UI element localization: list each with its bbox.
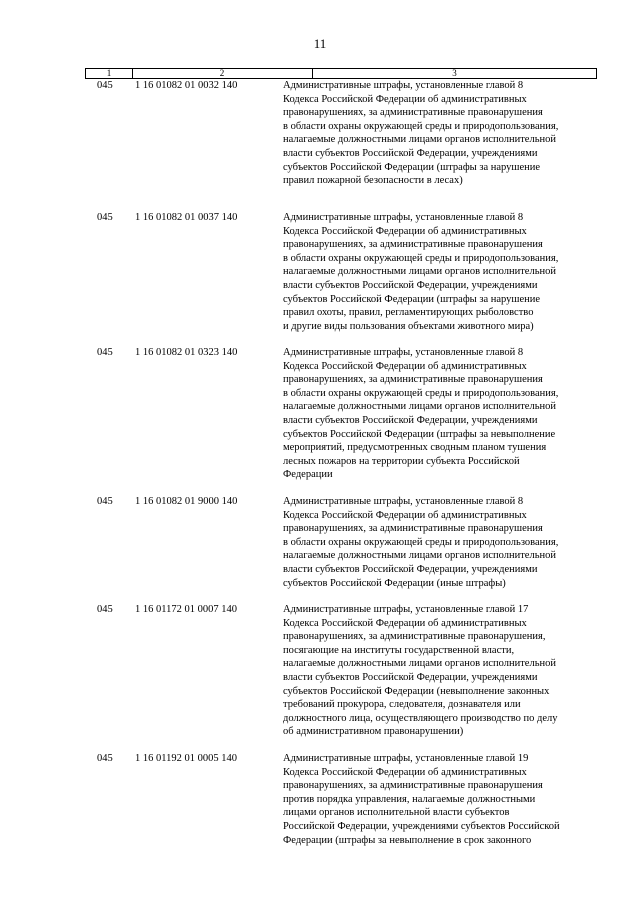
row-description: Административные штрафы, установленные главой 8 Кодекса Российской Федерации об административных правонарушениях, за административные правонарушения в области охраны окружающей среды и природопользования, налагаемые должностными лицами органов исполнительной власти субъектов Российской Федерации, учреждениями субъектов Российской Федерации (иные штрафы) bbox=[283, 496, 559, 589]
kbk-code: 1 16 01082 01 0323 140 bbox=[135, 347, 238, 358]
admin-code: 045 bbox=[97, 347, 113, 358]
column-header-2: 2 bbox=[132, 69, 313, 78]
row-description: Административные штрафы, установленные главой 8 Кодекса Российской Федерации об административных правонарушениях, за административные правонарушения в области охраны окружающей среды и природопользования, налагаемые должностными лицами органов исполнительной власти субъектов Российской Федерации, учреждениями субъектов Российской Федерации (штрафы за нарушение правил пожарной безопасности в лесах) bbox=[283, 80, 559, 187]
page-number: 11 bbox=[313, 36, 327, 51]
table-row bbox=[85, 752, 597, 852]
admin-code: 045 bbox=[97, 604, 113, 615]
row-description: Административные штрафы, установленные главой 19 Кодекса Российской Федерации об административных правонарушениях, за административные правонарушения против порядка управления, налагаемые должностными лицами органов исполнительной власти субъектов Российской Федерации, учреждениями субъектов Российской Федерации (штрафы за невыполнение в срок законного bbox=[283, 753, 560, 846]
table-row bbox=[85, 79, 597, 211]
admin-code: 045 bbox=[97, 496, 113, 507]
admin-code: 045 bbox=[97, 753, 113, 764]
column-header-3: 3 bbox=[452, 68, 457, 78]
column-header-1: 1 bbox=[86, 69, 133, 78]
kbk-code: 1 16 01192 01 0005 140 bbox=[135, 753, 237, 764]
table-body bbox=[85, 79, 597, 852]
kbk-code: 1 16 01082 01 0037 140 bbox=[135, 212, 238, 223]
table-row bbox=[85, 495, 597, 603]
admin-code: 045 bbox=[97, 212, 113, 223]
table-row bbox=[85, 603, 597, 752]
admin-code: 045 bbox=[97, 80, 113, 91]
table-row bbox=[85, 211, 597, 346]
kbk-code: 1 16 01172 01 0007 140 bbox=[135, 604, 237, 615]
row-description: Административные штрафы, установленные главой 8 Кодекса Российской Федерации об административных правонарушениях, за административные правонарушения в области охраны окружающей среды и природопользования, налагаемые должностными лицами органов исполнительной власти субъектов Российской Федерации, учреждениями субъектов Российской Федерации (штрафы за нарушение правил охоты, правил, регламентирующих рыболовство и другие виды пользования объектами животного мира) bbox=[283, 212, 559, 332]
row-description: Административные штрафы, установленные главой 17 Кодекса Российской Федерации об административных правонарушениях, за административные правонарушения, посягающие на институты государственной власти, налагаемые должностными лицами органов исполнительной власти субъектов Российской Федерации, учреждениями субъектов Российской Федерации (невыполнение законных требований прокурора, следователя, дознавателя или должностного лица, осуществляющего производство по делу об административном правонарушении) bbox=[283, 604, 558, 738]
row-description: Административные штрафы, установленные главой 8 Кодекса Российской Федерации об административных правонарушениях, за административные правонарушения в области охраны окружающей среды и природопользования, налагаемые должностными лицами органов исполнительной власти субъектов Российской Федерации, учреждениями субъектов Российской Федерации (штрафы за невыполнение мероприятий, предусмотренных сводным планом тушения лесных пожаров на территории субъекта Российской Федерации bbox=[283, 347, 559, 481]
table-row bbox=[85, 346, 597, 495]
kbk-code: 1 16 01082 01 9000 140 bbox=[135, 496, 238, 507]
table-header bbox=[85, 68, 597, 79]
kbk-code: 1 16 01082 01 0032 140 bbox=[135, 80, 238, 91]
